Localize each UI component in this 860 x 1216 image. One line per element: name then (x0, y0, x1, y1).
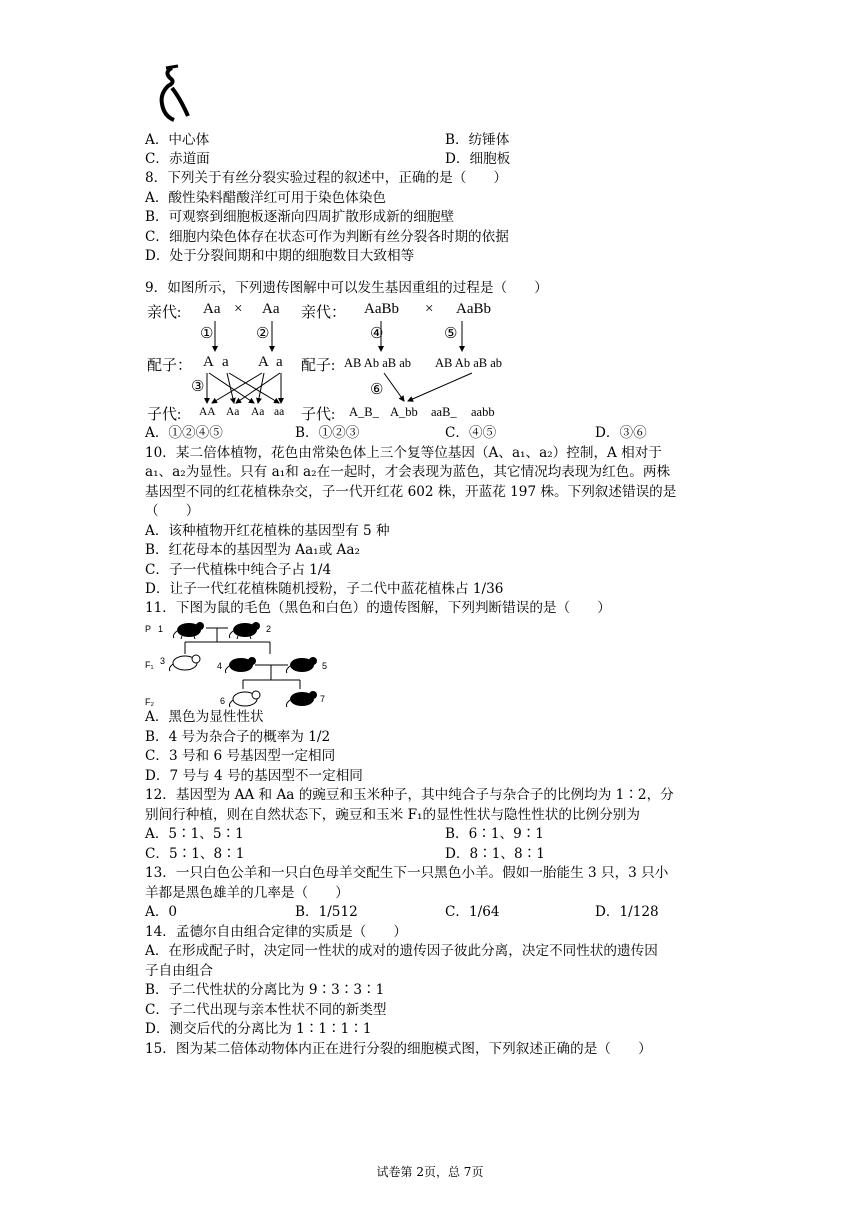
left-offspring-label: 子代: (147, 407, 182, 423)
q10-option-d: D．让子一代红花植株随机授粉，子二代中蓝花植株占 1/36 (145, 581, 504, 597)
black-mouse-icon (228, 619, 264, 639)
right-parent-2: AaBb (456, 301, 491, 317)
q8-option-a: A．酸性染料醋酸洋红可用于染色体染色 (145, 190, 386, 206)
black-mouse-icon (285, 654, 321, 674)
q10-stem-line-1: 10．某二倍体植物，花色由常染色体上三个复等位基因（A、a₁、a₂）控制，A 相对于 (145, 445, 662, 461)
q12-option-a: A．5∶1、5∶1 (145, 826, 244, 842)
q12-option-b: B．6∶1、9∶1 (445, 826, 544, 842)
q8-option-b: B．可观察到细胞板逐渐向四周扩散形成新的细胞壁 (145, 209, 455, 225)
step-5-label: ⑤ (444, 324, 458, 342)
left-gamete-a4: a (276, 354, 283, 370)
generation-f2-label: F₂ (145, 697, 154, 707)
right-cross: × (425, 301, 434, 317)
q7-option-b: B．纺锤体 (445, 132, 510, 148)
q7-option-d: D．细胞板 (445, 151, 511, 167)
left-offspring-2: Aa (226, 406, 240, 418)
black-mouse-icon (172, 619, 208, 639)
q13-stem-line-2: 羊都是黑色雄羊的几率是（ ） (145, 885, 349, 901)
q9-stem: 9．如图所示，下列遗传图解中可以发生基因重组的过程是（ ） (145, 280, 548, 296)
q14-option-b: B．子二代性状的分离比为 9∶3∶3∶1 (145, 982, 385, 998)
step-4-label: ④ (370, 324, 384, 342)
right-offspring-2: A_bb (390, 405, 418, 419)
q10-stem-line-2: a₁、a₂为显性。只有 a₁和 a₂在一起时，才会表现为蓝色，其它情况均表现为红色。两株 (145, 464, 671, 480)
mouse-3-label: 3 (160, 656, 166, 666)
right-offspring-1: A_B_ (349, 405, 379, 419)
q13-option-d: D．1/128 (595, 904, 659, 920)
q9-option-b: B．①②③ (295, 425, 360, 441)
q8-stem: 8．下列关于有丝分裂实验过程的叙述中，正确的是（ ） (145, 170, 508, 186)
q12-option-c: C．5∶1、8∶1 (145, 846, 245, 862)
q9-option-a: A．①②④⑤ (145, 425, 223, 441)
left-parent-2: Aa (262, 301, 280, 317)
q11-option-c: C．3 号和 6 号基因型一定相同 (145, 748, 336, 764)
left-gamete-a3: A (258, 354, 269, 370)
q11-option-b: B．4 号为杂合子的概率为 1/2 (145, 729, 331, 745)
q14-option-d: D．测交后代的分离比为 1∶1∶1∶1 (145, 1021, 372, 1037)
left-offspring-3: Aa (251, 406, 265, 418)
q12-stem-line-2: 别间行种植，则在自然状态下，豌豆和玉米 F₁的显性性状与隐性性状的比例分别为 (145, 807, 640, 823)
q11-option-d: D．7 号与 4 号的基因型不一定相同 (145, 768, 363, 784)
q9-option-d: D．③⑥ (595, 425, 647, 441)
q10-option-c: C．子一代植株中纯合子占 1/4 (145, 562, 332, 578)
q8-option-d: D．处于分裂间期和中期的细胞数目大致相等 (145, 248, 415, 264)
left-gamete-a2: a (222, 354, 229, 370)
q14-option-c: C．子二代出现与亲本性状不同的新类型 (145, 1002, 387, 1018)
q10-stem-line-3: 基因型不同的红花植株杂交，子一代开红花 602 株，开蓝花 197 株。下列叙述错误的是 (145, 484, 677, 500)
q12-stem-line-1: 12．基因型为 AA 和 Aa 的豌豆和玉米种子，其中纯合子与杂合子的比例均为 1∶2，分 (145, 787, 674, 803)
generation-p-label: P (145, 624, 152, 634)
q13-option-a: A．0 (145, 904, 178, 920)
right-parent-1: AaBb (364, 301, 399, 317)
left-offspring-4: aa (274, 406, 285, 418)
left-parent-label: 亲代: (147, 305, 182, 321)
step-1-label: ① (200, 324, 214, 342)
q7-option-a: A．中心体 (145, 132, 210, 148)
q10-option-a: A．该种植物开红花植株的基因型有 5 种 (145, 523, 390, 539)
q10-option-b: B．红花母本的基因型为 Aa₁或 Aa₂ (145, 542, 360, 558)
right-gamete-label: 配子: (301, 358, 336, 374)
white-mouse-icon (168, 652, 204, 672)
black-mouse-icon (224, 654, 260, 674)
right-gametes-2: AB Ab aB ab (435, 356, 503, 370)
q8-option-c: C．细胞内染色体存在状态可作为判断有丝分裂各时期的依据 (145, 229, 509, 245)
right-gametes-1: AB Ab aB ab (344, 356, 412, 370)
step-2-label: ② (256, 324, 270, 342)
q11-stem: 11．下图为鼠的毛色（黑色和白色）的遗传图解，下列判断错误的是（ ） (145, 600, 611, 616)
q13-stem-line-1: 13．一只白色公羊和一只白色母羊交配生下一只黑色小羊。假如一胎能生 3 只，3 只小 (145, 865, 669, 881)
left-cross: × (234, 301, 243, 317)
mouse-5-label: 5 (322, 661, 328, 671)
right-offspring-3: aaB_ (431, 405, 457, 419)
right-offspring-label: 子代: (301, 407, 336, 423)
right-offspring-4: aabb (471, 405, 495, 419)
right-parent-label: 亲代： (301, 305, 347, 321)
mouse-7-label: 7 (320, 694, 326, 704)
q14-stem: 14．孟德尔自由组合定律的实质是（ ） (145, 924, 407, 940)
mouse-4-label: 4 (217, 661, 223, 671)
q10-stem-line-4: （ ） (145, 503, 200, 519)
q13-option-b: B．1/512 (295, 904, 358, 920)
step-6-label: ⑥ (370, 380, 384, 398)
q14-option-a-line-1: A．在形成配子时，决定同一性状的成对的遗传因子彼此分离，决定不同性状的遗传因 (145, 943, 658, 959)
q12-option-d: D．8∶1、8∶1 (445, 846, 545, 862)
left-parent-1: Aa (203, 301, 221, 317)
q13-option-c: C．1/64 (445, 904, 500, 920)
mouse-2-label: 2 (266, 624, 272, 634)
step-3-label: ③ (191, 377, 205, 395)
generation-f1-label: F₁ (145, 660, 154, 670)
left-gamete-a1: A (203, 354, 214, 370)
mouse-1-label: 1 (158, 624, 164, 634)
white-mouse-icon (228, 688, 264, 708)
left-gamete-label: 配子： (147, 358, 193, 374)
mouse-6-label: 6 (220, 696, 226, 706)
q7-option-c: C．赤道面 (145, 151, 210, 167)
q11-option-a: A．黑色为显性性状 (145, 709, 264, 725)
black-mouse-icon (285, 688, 321, 708)
q14-option-a-line-2: 子自由组合 (145, 963, 213, 979)
q15-stem: 15．图为某二倍体动物体内正在进行分裂的细胞模式图，下列叙述正确的是（ ） (145, 1041, 652, 1057)
page-footer: 试卷第 2页，总 7页 (376, 1165, 484, 1179)
left-offspring-1: AA (199, 406, 216, 418)
q9-option-c: C．④⑤ (445, 425, 497, 441)
